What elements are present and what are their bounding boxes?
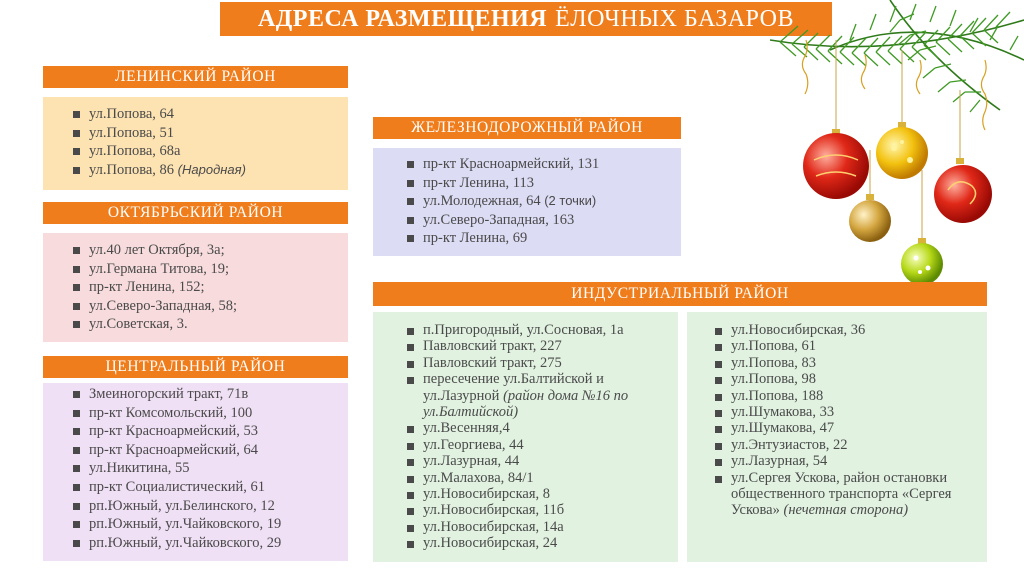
list-item: ул.Советская, 3. <box>71 315 348 334</box>
oktyabrsky-district-header: ОКТЯБРЬСКИЙ РАЙОН <box>43 202 348 224</box>
list-item: Змеиногорский тракт, 71в <box>71 385 348 404</box>
list-item: Павловский тракт, 227 <box>405 338 670 354</box>
list-item: пр-кт Ленина, 152; <box>71 278 348 297</box>
list-item: ул.Шумакова, 33 <box>713 404 979 420</box>
centralny-district-panel <box>43 383 348 561</box>
list-item: пр-кт Комсомольский, 100 <box>71 404 348 423</box>
list-item: ул.Северо-Западная, 163 <box>405 211 681 230</box>
list-item: ул.Никитина, 55 <box>71 459 348 478</box>
zheleznodorozhny-district-panel <box>373 148 681 256</box>
centralny-list <box>43 383 348 552</box>
list-item: ул.Новосибирская, 36 <box>713 322 979 338</box>
leninsky-district-panel <box>43 97 348 190</box>
list-item: ул.Лазурная, 54 <box>713 453 979 469</box>
list-item: ул.Шумакова, 47 <box>713 420 979 436</box>
list-item: ул.Попова, 61 <box>713 338 979 354</box>
list-item: пр-кт Ленина, 113 <box>405 174 681 193</box>
list-item: ул.Георгиева, 44 <box>405 437 670 453</box>
list-item: ул.40 лет Октября, 3а; <box>71 241 348 260</box>
list-item: рп.Южный, ул.Белинского, 12 <box>71 497 348 516</box>
list-item: пр-кт Красноармейский, 64 <box>71 441 348 460</box>
list-item: п.Пригородный, ул.Сосновая, 1а <box>405 322 670 338</box>
list-item: ул.Весенняя,4 <box>405 420 670 436</box>
list-item: ул.Попова, 86 (Народная) <box>71 161 348 180</box>
leninsky-district-header: ЛЕНИНСКИЙ РАЙОН <box>43 66 348 88</box>
list-item: ул.Северо-Западная, 58; <box>71 297 348 316</box>
list-item: ул.Германа Титова, 19; <box>71 260 348 279</box>
list-item: Павловский тракт, 275 <box>405 355 670 371</box>
item-note: (район дома №16 по ул.Балтийской) <box>423 387 629 421</box>
list-item: пересечение ул.Балтийской и ул.Лазурной (район дома №16 по ул.Балтийской) <box>405 371 670 420</box>
oktyabrsky-list <box>43 233 348 334</box>
page-title <box>220 2 832 36</box>
list-item: ул.Новосибирская, 11б <box>405 502 670 518</box>
list-item: ул.Попова, 64 <box>71 105 348 124</box>
list-item: пр-кт Социалистический, 61 <box>71 478 348 497</box>
list-item: ул.Лазурная, 44 <box>405 453 670 469</box>
item-note: (2 точки) <box>544 193 597 209</box>
title-normal-part: ЁЛОЧНЫХ БАЗАРОВ <box>555 5 795 32</box>
list-item: ул.Энтузиастов, 22 <box>713 437 979 453</box>
list-item: ул.Новосибирская, 24 <box>405 535 670 551</box>
list-item: пр-кт Красноармейский, 53 <box>71 422 348 441</box>
industrialny-district-panel-right <box>687 312 987 562</box>
list-item: ул.Новосибирская, 14а <box>405 519 670 535</box>
list-item: ул.Малахова, 84/1 <box>405 470 670 486</box>
list-item: пр-кт Ленина, 69 <box>405 229 681 248</box>
list-item: ул.Новосибирская, 8 <box>405 486 670 502</box>
list-item: ул.Сергея Ускова, район остановки общественного транспорта «Сергея Ускова» (нечетная сторона) <box>713 470 979 519</box>
item-note: (нечетная сторона) <box>783 502 909 519</box>
list-item: ул.Попова, 98 <box>713 371 979 387</box>
list-item: рп.Южный, ул.Чайковского, 29 <box>71 534 348 553</box>
list-item: пр-кт Красноармейский, 131 <box>405 155 681 174</box>
list-item: рп.Южный, ул.Чайковского, 19 <box>71 515 348 534</box>
oktyabrsky-district-panel <box>43 233 348 342</box>
zheleznodorozhny-district-header: ЖЕЛЕЗНОДОРОЖНЫЙ РАЙОН <box>373 117 681 139</box>
zheleznodorozhny-list <box>373 148 681 248</box>
industrialny-district-header: ИНДУСТРИАЛЬНЫЙ РАЙОН <box>373 282 987 306</box>
list-item: ул.Попова, 68а <box>71 142 348 161</box>
industrialny-list-right <box>687 312 987 519</box>
industrialny-district-panel-left <box>373 312 678 562</box>
centralny-district-header: ЦЕНТРАЛЬНЫЙ РАЙОН <box>43 356 348 378</box>
christmas-branch-with-ornaments-icon <box>770 0 1024 300</box>
industrialny-list-left <box>373 312 678 552</box>
title-bold-part: АДРЕСА РАЗМЕЩЕНИЯ <box>257 5 548 32</box>
list-item: ул.Попова, 51 <box>71 124 348 143</box>
item-note: (Народная) <box>177 161 246 177</box>
list-item: ул.Попова, 188 <box>713 388 979 404</box>
list-item: ул.Молодежная, 64 (2 точки) <box>405 192 681 211</box>
leninsky-list <box>43 97 348 179</box>
list-item: ул.Попова, 83 <box>713 355 979 371</box>
